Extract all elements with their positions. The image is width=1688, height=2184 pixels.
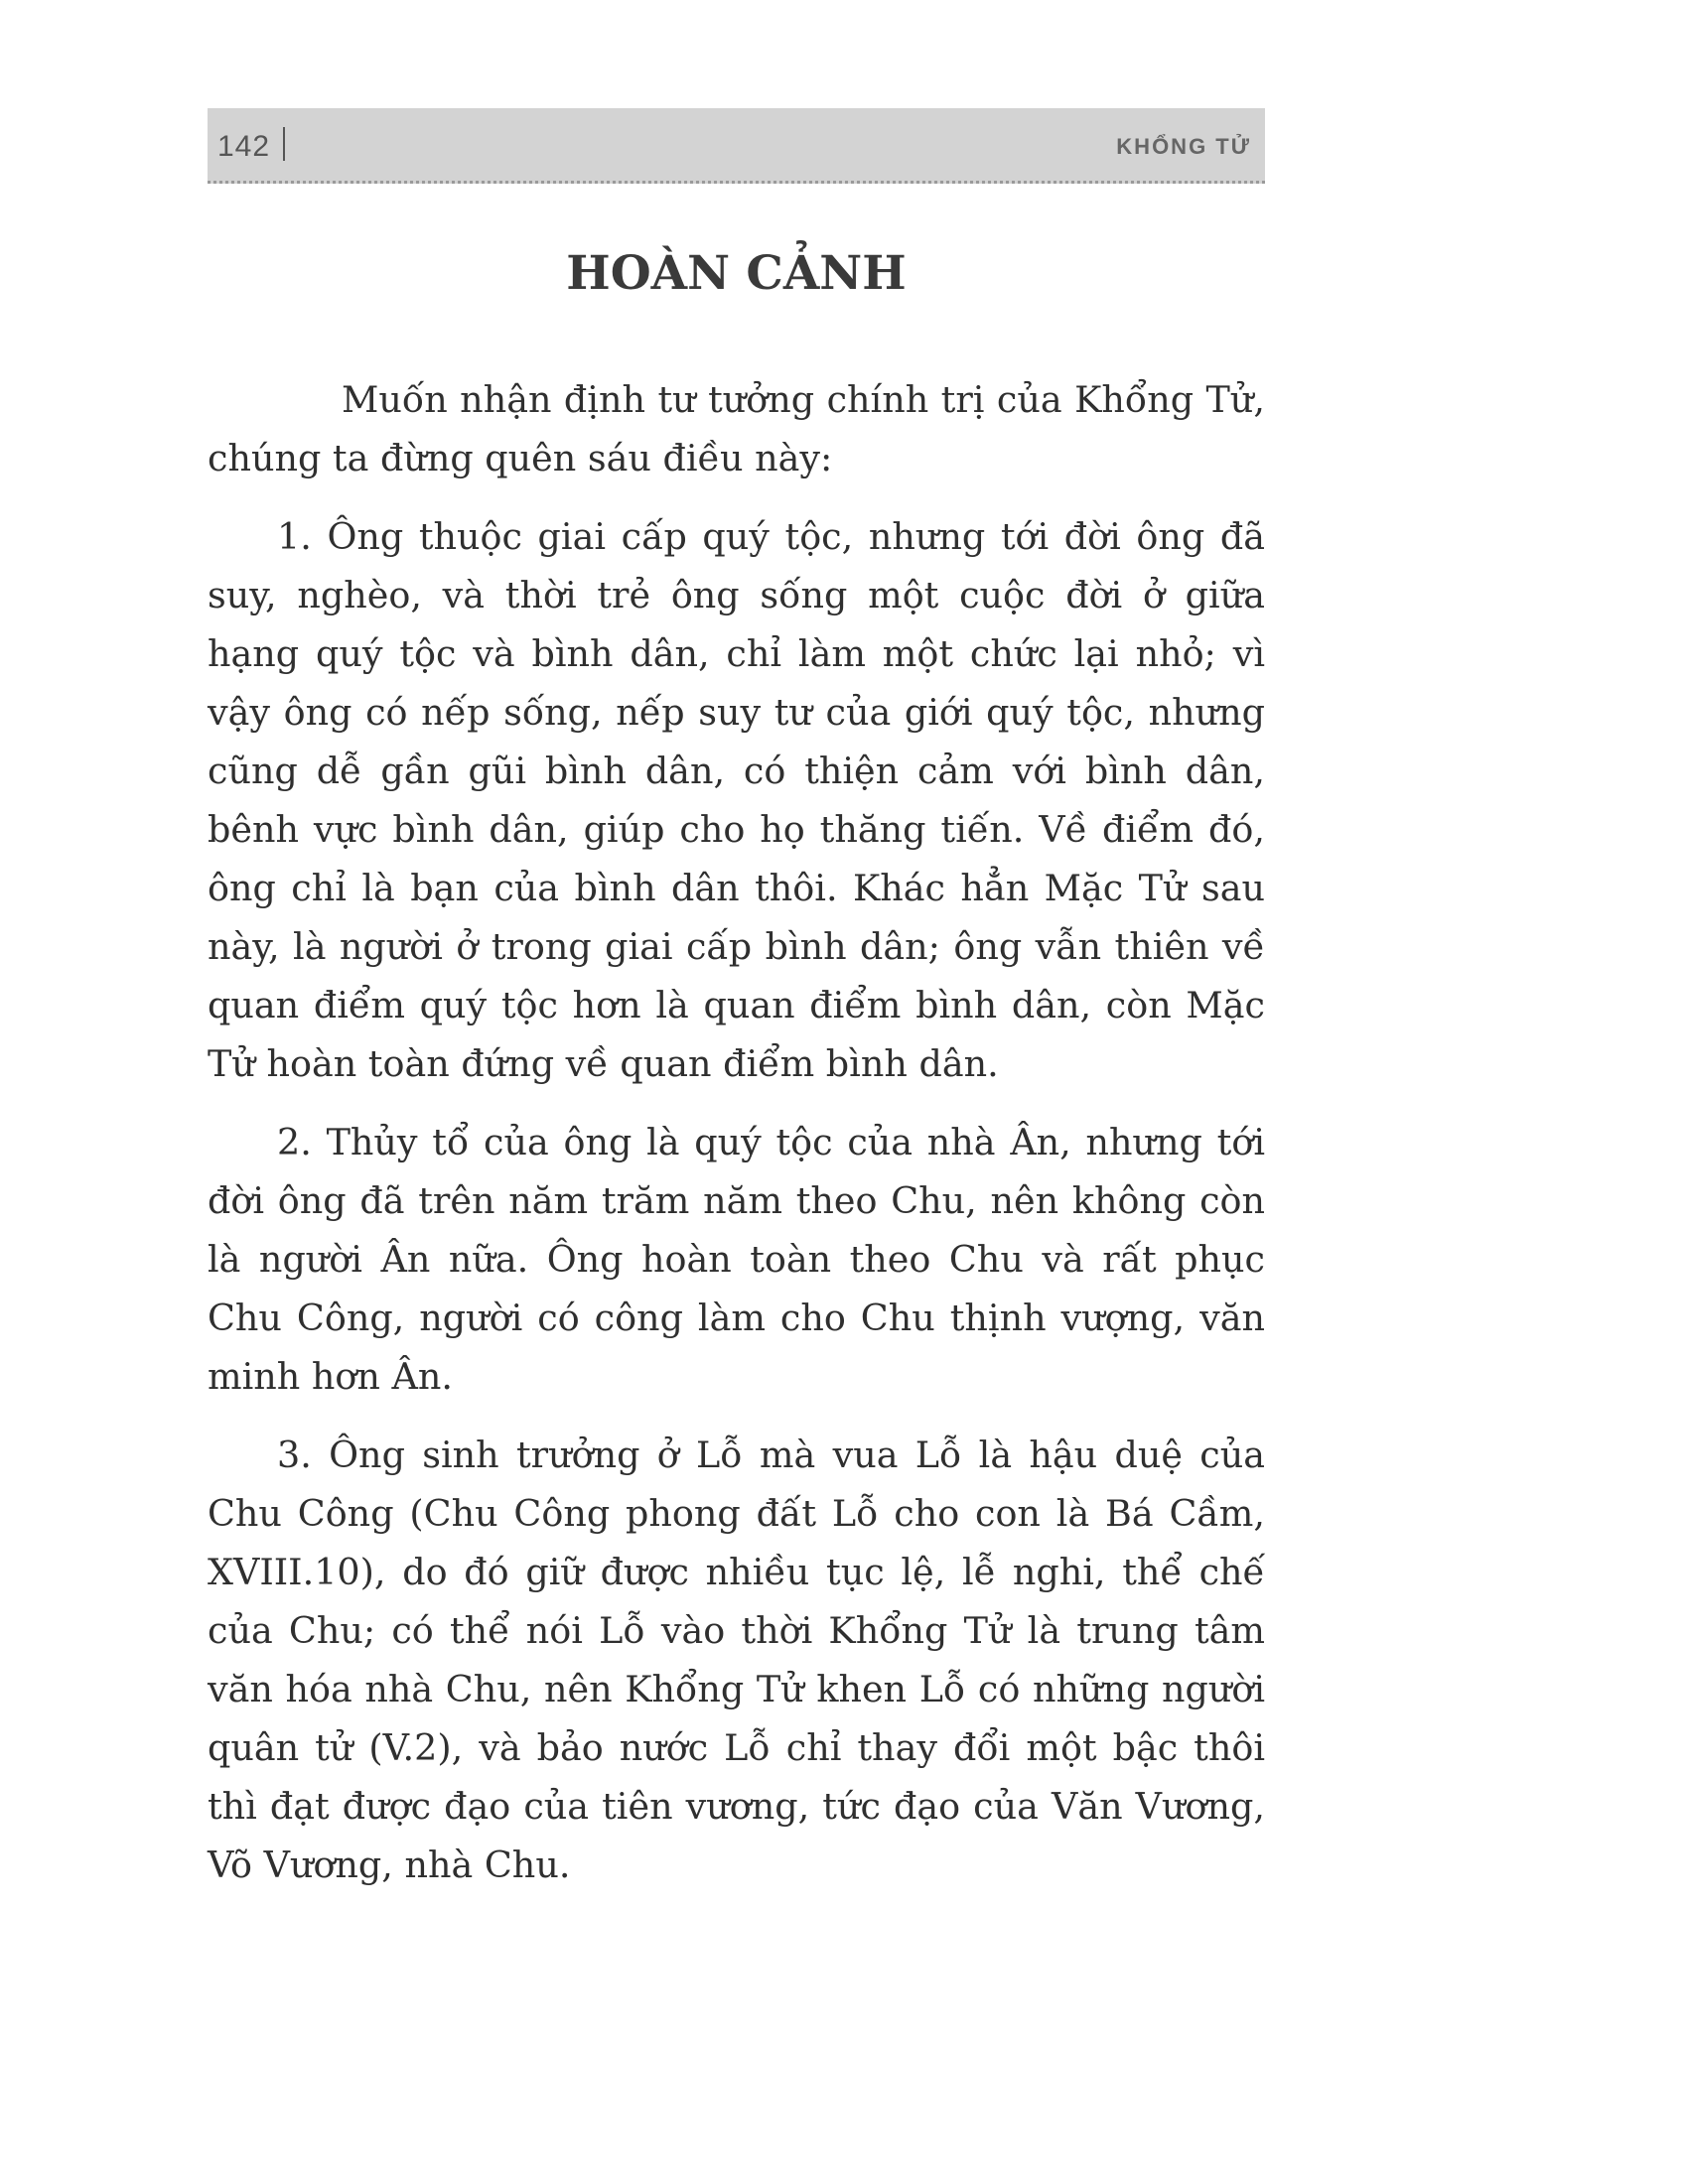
chapter-title: HOÀN CẢNH xyxy=(566,246,907,301)
body-text xyxy=(208,370,1265,1914)
header-divider xyxy=(283,127,285,161)
running-head-title: KHỔNG TỬ xyxy=(1116,134,1251,159)
running-header xyxy=(208,108,1265,184)
paragraph-point-2: 2. Thủy tổ của ông là quý tộc của nhà Ân, nhưng tới đời ông đã trên năm trăm năm theo Chu, nên không còn là người Ân nữa. Ông hoàn toàn theo Chu và rất phục Chu Công, người có công làm cho Chu thịnh vượng, văn minh hơn Ân. xyxy=(208,1121,1265,1398)
page-number: 142 xyxy=(217,130,271,163)
paragraph-point-1: 1. Ông thuộc giai cấp quý tộc, nhưng tới đời ông đã suy, nghèo, và thời trẻ ông sống một cuộc đời ở giữa hạng quý tộc và bình dân, chỉ làm một chức lại nhỏ; vì vậy ông có nếp sống, nếp suy tư của giới quý tộc, nhưng cũng dễ gần gũi bình dân, có thiện cảm với bình dân, bênh vực bình dân, giúp cho họ thăng tiến. Về điểm đó, ông chỉ là bạn của bình dân thôi. Khác hẳn Mặc Tử sau này, là người ở trong giai cấp bình dân; ông vẫn thiên về quan điểm quý tộc hơn là quan điểm bình dân, còn Mặc Tử hoàn toàn đứng về quan điểm bình dân. xyxy=(208,515,1265,1085)
paragraph-point-3: 3. Ông sinh trưởng ở Lỗ mà vua Lỗ là hậu duệ của Chu Công (Chu Công phong đất Lỗ cho con là Bá Cầm, XVIII.10), do đó giữ được nhiều tục lệ, lễ nghi, thể chế của Chu; có thể nói Lỗ vào thời Khổng Tử là trung tâm văn hóa nhà Chu, nên Khổng Tử khen Lỗ có những người quân tử (V.2), và bảo nước Lỗ chỉ thay đổi một bậc thôi thì đạt được đạo của tiên vương, tức đạo của Văn Vương, Võ Vương, nhà Chu. xyxy=(208,1433,1265,1886)
paragraph-intro: Muốn nhận định tư tưởng chính trị của Khổng Tử, chúng ta đừng quên sáu điều này: xyxy=(208,378,1265,479)
